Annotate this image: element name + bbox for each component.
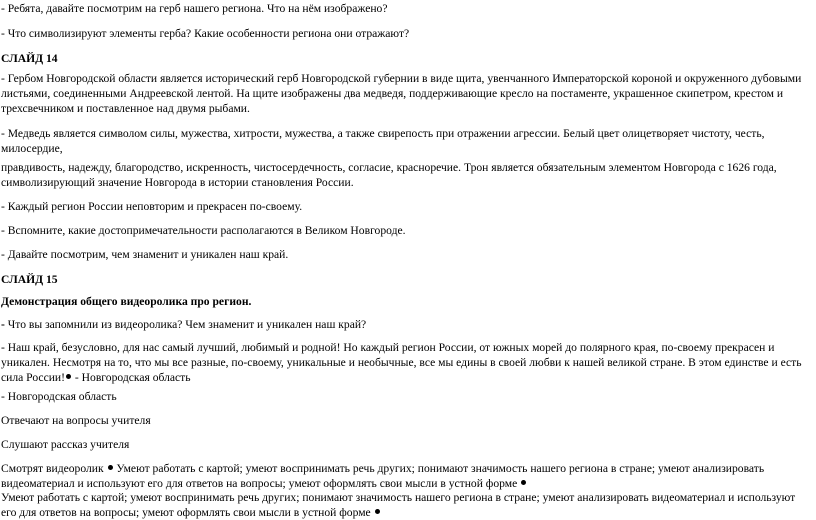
learning-outcomes-2-wrap: [1, 490, 807, 520]
teacher-question-coat-of-arms: - Ребята, давайте посмотрим на герб нашего региона. Что на нём изображено?: [1, 2, 388, 15]
learning-outcomes-2: Умеют работать с картой; умеют воспринимать речь других; понимают значимость нашего региона в стране; умеют анализировать видеоматериал и используют его для ответов на вопросы; умеют оформлять свои мысли в устной форме: [1, 491, 796, 519]
bullet-dot-icon: [66, 374, 71, 379]
region-label: - Новгородская область: [1, 390, 117, 403]
coat-of-arms-description: - Гербом Новгородской области является исторический герб Новгородской губернии в виде щита, увенчанного Императорской короной и окруженного дубовыми листьями, соединенными Андреевской лентой. На щите изображены два медведя, поддерживающие кресло на постаменте, украшенное скипетром, крестом и трехсвечником и поставленное над двумя рыбами.: [1, 72, 802, 115]
student-activity-video-label: Смотрят видеоролик: [1, 462, 107, 475]
region-summary: [1, 340, 807, 385]
video-question-dash: -: [1, 318, 5, 331]
student-activity-listen: Слушают рассказ учителя: [1, 438, 130, 451]
bullet-dot-icon: [375, 509, 380, 514]
student-activity-answer: Отвечают на вопросы учителя: [1, 414, 151, 427]
video-demo-heading: Демонстрация общего видеоролика про регион.: [1, 295, 252, 308]
region-summary-text: - Наш край, безусловно, для нас самый лучший, любимый и родной! Но каждый регион России, от южных морей до полярного края, по-своему прекрасен и уникален. Несмотря на то, что мы все разные, по-своему, уникальные и необычные, все мы едины в своей любви к нашей великой стране. В этом единстве и есть сила России!: [1, 341, 802, 384]
region-summary-tail: - Новгородская область: [72, 371, 191, 384]
region-unique-statement: - Каждый регион России неповторим и прекрасен по-своему.: [1, 200, 303, 213]
bear-symbolism: - Медведь является символом силы, мужества, хитрости, мужества, а также свирепость при отражении агрессии. Белый цвет олицетворяет чистоту, честь, милосердие,: [1, 127, 765, 155]
student-activity-video: [1, 461, 807, 491]
slide-14-heading: СЛАЙД 14: [1, 52, 58, 65]
learning-outcomes-1: Умеют работать с картой; умеют воспринимать речь других; понимают значимость нашего региона в стране; умеют анализировать видеоматериал и используют его для ответов на вопросы; умеют оформлять свои мысли в устной форме: [1, 462, 765, 490]
bullet-dot-icon: [521, 480, 526, 485]
video-question-text: Что вы запомнили из видеоролика? Чем знаменит и уникален наш край?: [4, 318, 367, 331]
teacher-question-symbols: - Что символизируют элементы герба? Какие особенности региона они отражают?: [1, 27, 410, 40]
look-at-region-prompt: - Давайте посмотрим, чем знаменит и уникален наш край.: [1, 248, 289, 261]
video-question: [1, 317, 807, 332]
white-color-symbolism: правдивость, надежду, благородство, искренность, чистосердечность, согласие, красноречие. Трон является обязательным элементом Новгорода с 1626 года, символизирующий значение Новгорода в истории становления России.: [1, 161, 777, 189]
landmarks-question: - Вспомните, какие достопримечательности располагаются в Великом Новгороде.: [1, 224, 406, 237]
bullet-dot-icon: [108, 465, 113, 470]
slide-15-heading: СЛАЙД 15: [1, 273, 58, 286]
